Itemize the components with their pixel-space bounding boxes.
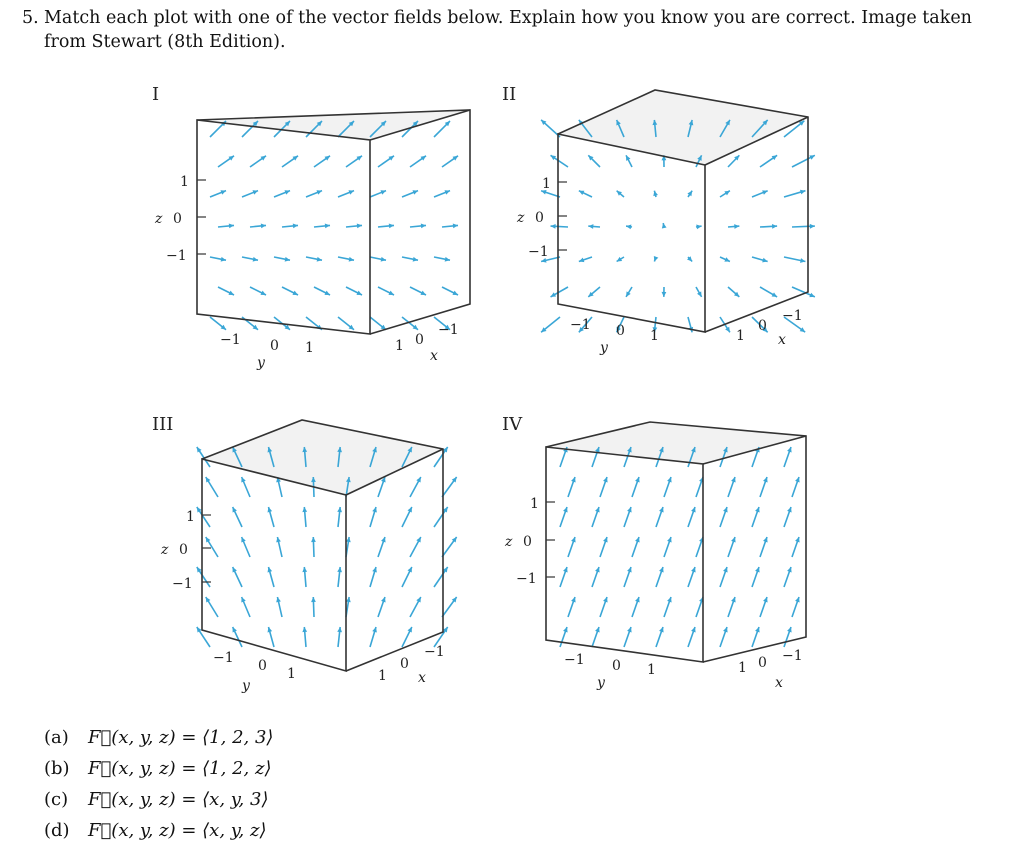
vector-arrowhead [627,627,632,633]
z-tick-label: 1 [542,176,551,192]
vector-arrowhead [579,258,585,263]
vector-arrowhead [667,597,672,603]
y-axis-label: y [257,355,265,371]
problem-number: 5. [22,8,39,28]
vector-arrowhead [691,567,696,573]
plot-ii-svg [490,82,830,402]
answer-c [44,784,273,815]
vector-arrows [210,121,458,330]
vector-arrows [560,447,800,647]
z-tick-label: −1 [166,248,187,264]
y-axis-label: y [597,675,605,691]
vector-arrowhead [311,537,316,542]
answer-b [44,753,273,784]
vector-arrowhead [302,627,307,632]
answer-a [44,722,273,753]
z-axis [504,496,555,587]
answer-label: (b) [44,758,70,779]
plot-iv-svg [490,412,830,732]
x-tick-label: 1 [738,660,747,676]
x-axis-label: x [430,348,438,364]
vector-arrowhead [755,567,760,573]
vector-arrowhead [662,223,667,228]
y-tick-label: 1 [650,328,659,344]
plot-i [140,82,480,402]
vector-arrowhead [445,257,450,262]
y-axis [564,652,656,691]
vector-arrowhead [381,597,386,603]
x-axis [736,308,803,348]
vector-arrowhead [381,257,386,262]
y-tick-label: −1 [220,332,241,348]
vector-arrowhead [687,256,692,261]
answer-equation: F⃗(x, y, z) = ⟨1, 2, 3⟩ [88,727,274,748]
answer-d [44,815,273,846]
x-axis [378,644,445,686]
z-axis [154,174,206,264]
z-tick-label: −1 [516,571,537,587]
vector-arrowhead [731,477,736,483]
vector-arrowhead [763,477,768,483]
vector-arrowhead [311,597,316,602]
vector-arrowhead [221,257,226,262]
vector-arrowhead [810,224,815,229]
problem-statement [22,6,1002,54]
vector-arrowhead [755,507,760,513]
plot-label: IV [502,414,523,435]
vector-arrowhead [654,256,659,262]
answer-label: (a) [44,727,69,748]
vector-arrowhead [659,627,664,633]
vector-arrowhead [723,627,728,633]
plot-i-svg [140,82,480,402]
z-tick-label: −1 [528,244,549,260]
x-tick-label: 1 [395,338,404,354]
z-axis-label: z [517,210,525,226]
x-tick-label: −1 [782,648,803,664]
z-axis-label: z [505,534,513,550]
vector-arrowhead [603,477,608,483]
x-tick-label: −1 [424,644,445,660]
front-face-frame [202,459,346,671]
vector-arrowhead [635,477,640,483]
y-tick-label: −1 [564,652,585,668]
x-tick-label: 0 [758,318,767,334]
x-tick-label: 1 [378,668,387,684]
y-axis-label: y [600,340,608,356]
y-tick-label: 0 [270,338,279,354]
vector-arrowhead [285,257,290,262]
answer-equation: F⃗(x, y, z) = ⟨x, y, z⟩ [88,820,267,841]
answer-label: (c) [44,789,69,810]
vector-arrowhead [691,507,696,513]
vector-arrowhead [302,567,307,572]
vector-arrowhead [571,477,576,483]
y-axis [220,332,314,371]
plot-label: I [152,84,160,105]
vector-arrowhead [659,567,664,573]
answer-equation: F⃗(x, y, z) = ⟨1, 2, z⟩ [88,758,272,779]
top-face [558,90,808,165]
x-tick-label: 0 [415,332,424,348]
z-tick-label: 1 [530,496,539,512]
top-face [546,422,806,464]
y-axis [213,650,296,694]
x-tick-label: 1 [736,328,745,344]
y-tick-label: −1 [213,650,234,666]
vector-arrowhead [571,537,576,543]
x-axis-label: x [775,675,783,691]
vector-arrowhead [635,597,640,603]
vector-arrowhead [551,224,556,229]
plot-label: III [152,414,174,435]
vector-arrowhead [763,597,768,603]
vector-arrowhead [595,567,600,573]
z-tick-label: 0 [535,210,544,226]
plot-iii [140,412,480,732]
z-tick-label: −1 [172,576,193,592]
vector-arrowhead [787,567,792,573]
vector-arrowhead [595,627,600,633]
vector-arrowhead [595,507,600,513]
vector-arrowhead [787,447,792,453]
vector-arrowhead [563,627,568,633]
z-axis [516,176,567,260]
y-tick-label: 1 [647,662,656,678]
x-axis [395,322,459,364]
vector-arrowhead [659,507,664,513]
plot-label: II [502,84,517,105]
x-tick-label: 0 [758,655,767,671]
vector-arrowhead [563,507,568,513]
plot-iii-svg [140,412,480,732]
vector-arrowhead [603,537,608,543]
y-tick-label: 0 [612,658,621,674]
vector-arrowhead [795,537,800,543]
z-axis-label: z [161,542,169,558]
x-axis [738,648,803,691]
vector-arrowhead [349,257,354,262]
y-axis [570,317,659,356]
problem-text: Match each plot with one of the vector fields below. Explain how you know you are correct. Image taken from Stewart (8th Edition). [44,8,972,52]
y-tick-label: 0 [616,323,625,339]
front-face-frame [558,134,705,332]
plot-iv [490,412,830,732]
vector-arrowhead [795,597,800,603]
vector-arrowhead [627,507,632,513]
vector-arrowhead [253,257,258,262]
z-axis-label: z [155,211,163,227]
vector-arrowhead [317,257,322,262]
vector-arrowhead [731,537,736,543]
vector-arrowhead [772,224,777,229]
z-tick-label: 1 [186,509,195,525]
y-tick-label: 1 [287,666,296,682]
y-tick-label: −1 [570,317,591,333]
vector-arrowhead [413,257,418,262]
answer-choices [44,722,273,846]
vector-arrowhead [563,567,568,573]
vector-arrowhead [662,292,667,297]
vector-arrowhead [723,567,728,573]
vector-arrowhead [603,597,608,603]
x-axis-label: x [778,332,786,348]
vector-arrowhead [627,567,632,573]
vector-arrowhead [763,537,768,543]
vector-arrowhead [667,537,672,543]
vector-arrowhead [571,597,576,603]
x-tick-label: −1 [438,322,459,338]
vector-arrowhead [787,627,792,633]
answer-equation: F⃗(x, y, z) = ⟨x, y, 3⟩ [88,789,269,810]
y-tick-label: 1 [305,340,314,356]
x-tick-label: 0 [400,656,409,672]
z-tick-label: 0 [173,211,182,227]
z-tick-label: 0 [179,542,188,558]
vector-arrowhead [667,477,672,483]
x-tick-label: −1 [782,308,803,324]
z-tick-label: 1 [180,174,189,190]
vector-arrowhead [755,627,760,633]
vector-arrowhead [723,507,728,513]
vector-arrowhead [734,224,739,229]
vector-arrowhead [381,537,386,543]
z-tick-label: 0 [523,534,532,550]
plot-ii [490,82,830,402]
x-axis-label: x [418,670,426,686]
y-tick-label: 0 [258,658,267,674]
z-axis [160,509,211,592]
vector-arrowhead [588,224,593,229]
cube-edges [197,110,470,334]
vector-arrowhead [635,537,640,543]
y-axis-label: y [242,678,250,694]
vector-arrowhead [731,597,736,603]
vector-arrowhead [795,477,800,483]
answer-label: (d) [44,820,70,841]
vector-arrowhead [302,507,307,512]
vector-arrowhead [787,507,792,513]
vector-arrowhead [691,627,696,633]
